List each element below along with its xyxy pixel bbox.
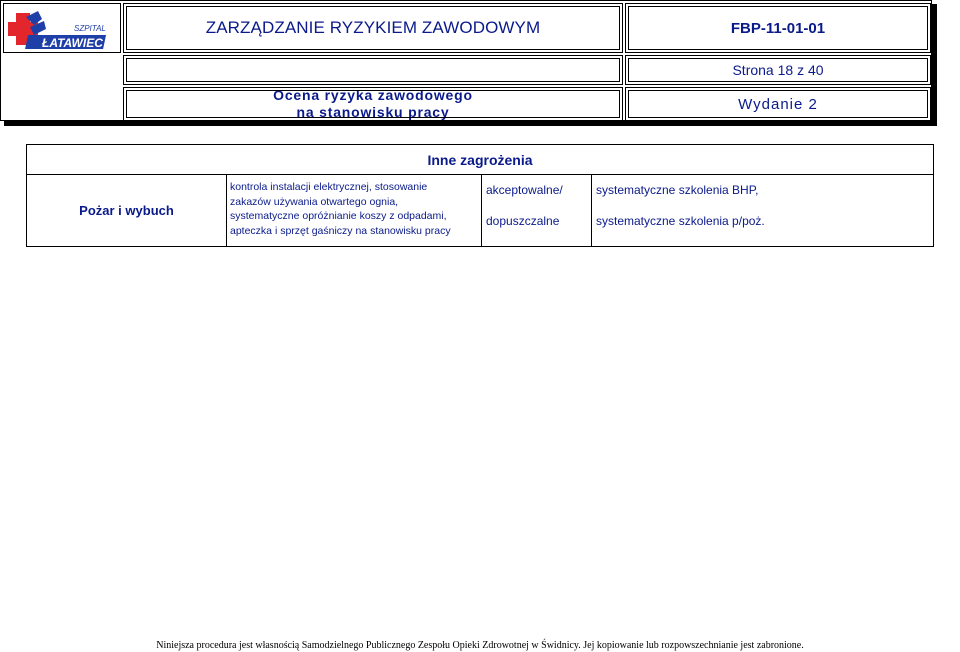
- document-title: ZARZĄDZANIE RYZYKIEM ZAWODOWYM: [205, 18, 541, 37]
- header-frame: [0, 0, 932, 121]
- measure-line: apteczka i sprzęt gaśniczy na stanowisku pracy: [230, 224, 451, 237]
- logo-main-text: ŁATAWIEC: [42, 36, 103, 50]
- subtitle-line-2: na stanowisku pracy: [296, 104, 450, 120]
- training-line: systematyczne szkolenia p/poż.: [596, 214, 765, 228]
- blank-cell: [123, 55, 623, 85]
- risk-table: [26, 144, 934, 247]
- training-line: systematyczne szkolenia BHP,: [596, 183, 759, 197]
- code-cell: [625, 3, 931, 53]
- risk-level-line: dopuszczalne: [486, 214, 560, 228]
- training-cell: [592, 175, 933, 246]
- subtitle-cell: [123, 87, 623, 121]
- hazard-cell: [27, 175, 227, 246]
- title-cell: [123, 3, 623, 53]
- measure-line: systematyczne opróżnianie koszy z odpadami,: [230, 210, 447, 222]
- page-cell: [625, 55, 931, 85]
- subtitle-line-1: Ocena ryzyka zawodowego: [273, 87, 473, 103]
- edition-label: Wydanie 2: [738, 95, 818, 113]
- document-header: [0, 0, 937, 126]
- risk-table-header: [27, 145, 933, 175]
- measures-cell: [227, 175, 482, 246]
- measure-line: zakazów używania otwartego ognia,: [230, 195, 399, 208]
- document-code: FBP-11-01-01: [730, 19, 826, 37]
- page-number: Strona 18 z 40: [732, 62, 824, 78]
- edition-cell: [625, 87, 931, 121]
- risk-level-cell: [482, 175, 592, 246]
- hospital-logo: [8, 7, 120, 51]
- hazard-name: Pożar i wybuch: [79, 203, 174, 218]
- logo-cell: [3, 3, 121, 53]
- risk-level-line: akceptowalne/: [486, 183, 563, 197]
- logo-top-text: SZPITAL: [74, 24, 106, 33]
- footer-notice: Niniejsza procedura jest własnością Samodzielnego Publicznego Zespołu Opieki Zdrowotnej w Świdnicy. Jej kopiowanie lub rozpowszechnianie jest zabronione.: [156, 640, 804, 651]
- measure-line: kontrola instalacji elektrycznej, stosowanie: [230, 181, 428, 193]
- section-title: Inne zagrożenia: [427, 151, 533, 168]
